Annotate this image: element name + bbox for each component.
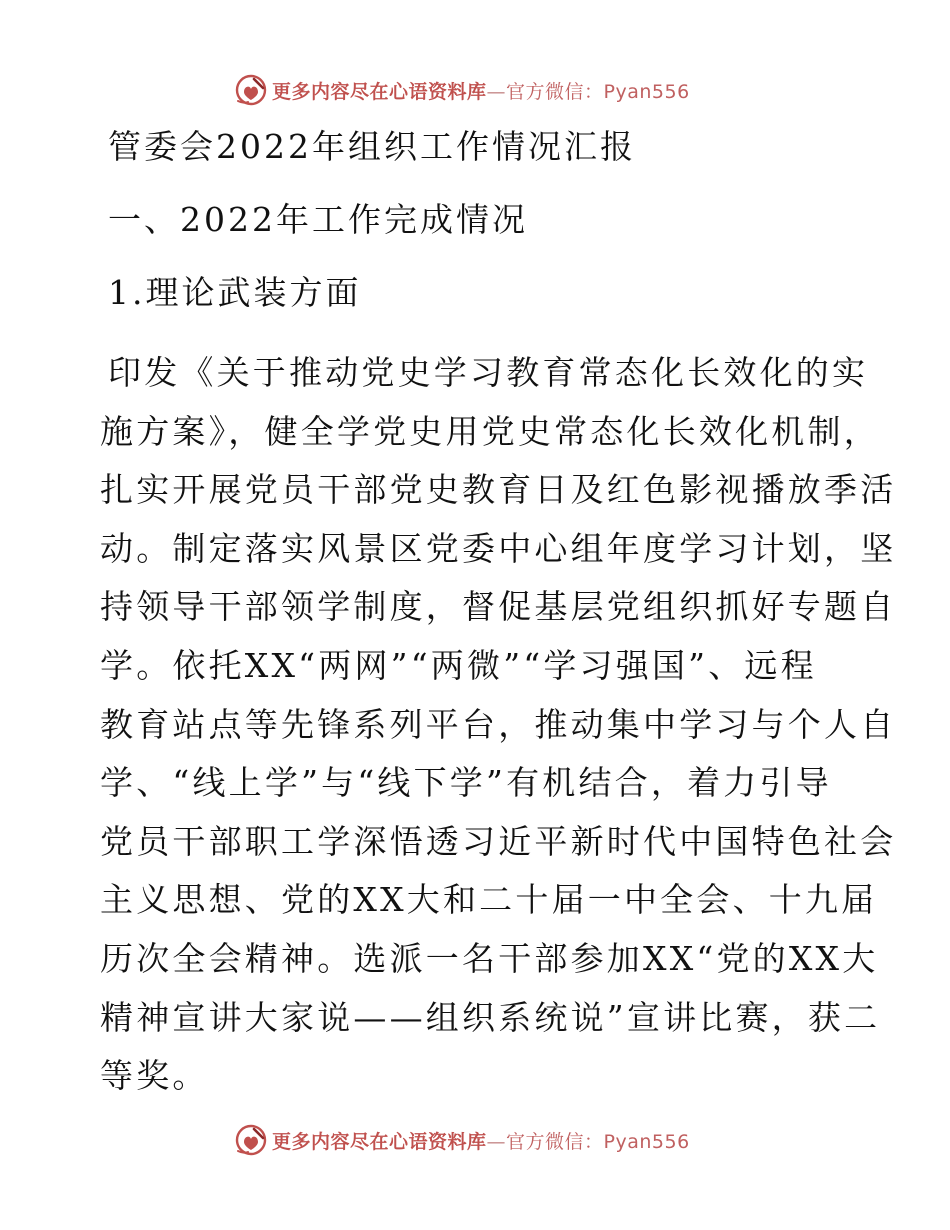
paragraph-line: 学、“线上学”与“线下学”有机结合，着力引导 bbox=[100, 763, 832, 803]
heart-pen-logo-icon bbox=[234, 73, 268, 107]
paragraph-line: 主义思想、党的XX大和二十届一中全会、十九届 bbox=[100, 880, 878, 920]
watermark-main-text: 更多内容尽在心语资料库 bbox=[272, 1130, 487, 1153]
watermark-dash: — bbox=[486, 80, 507, 103]
footer-watermark bbox=[234, 1122, 690, 1158]
paragraph-line: 持领导干部领学制度，督促基层党组织抓好专题自 bbox=[100, 587, 897, 627]
paragraph-line: 动。制定落实风景区党委中心组年度学习计划，坚 bbox=[100, 528, 897, 568]
document-title: 管委会2022年组织工作情况汇报 bbox=[108, 127, 636, 166]
heart-pen-logo-icon bbox=[234, 1123, 268, 1157]
watermark-main-text: 更多内容尽在心语资料库 bbox=[272, 80, 487, 103]
body-paragraph bbox=[100, 344, 897, 1106]
paragraph-line: 党员干部职工学深悟透习近平新时代中国特色社会 bbox=[100, 821, 897, 861]
paragraph-line: 历次全会精神。选派一名干部参加XX“党的XX大 bbox=[100, 938, 879, 978]
watermark-wechat-text: 官方微信：Pyan556 bbox=[506, 80, 690, 103]
paragraph-line: 印发《关于推动党史学习教育常态化长效化的实 bbox=[108, 353, 869, 392]
watermark-wechat-text: 官方微信：Pyan556 bbox=[506, 1130, 690, 1153]
section-heading: 一、2022年工作完成情况 bbox=[108, 200, 528, 239]
subsection-heading: 1.理论武装方面 bbox=[108, 273, 362, 312]
paragraph-line: 精神宣讲大家说——组织系统说”宣讲比赛，获二 bbox=[100, 997, 881, 1037]
watermark-text bbox=[272, 1127, 690, 1154]
header-watermark bbox=[234, 72, 690, 108]
paragraph-line: 扎实开展党员干部党史教育日及红色影视播放季活 bbox=[100, 470, 897, 510]
watermark-text bbox=[272, 77, 690, 104]
paragraph-line: 施方案》，健全学党史用党史常态化长效化机制， bbox=[100, 411, 880, 451]
paragraph-line: 等奖。 bbox=[100, 1056, 209, 1096]
watermark-dash: — bbox=[486, 1130, 507, 1153]
paragraph-line: 学。依托XX“两网”“两微”“学习强国”、远程 bbox=[100, 645, 817, 685]
paragraph-line: 教育站点等先锋系列平台，推动集中学习与个人自 bbox=[100, 704, 897, 744]
